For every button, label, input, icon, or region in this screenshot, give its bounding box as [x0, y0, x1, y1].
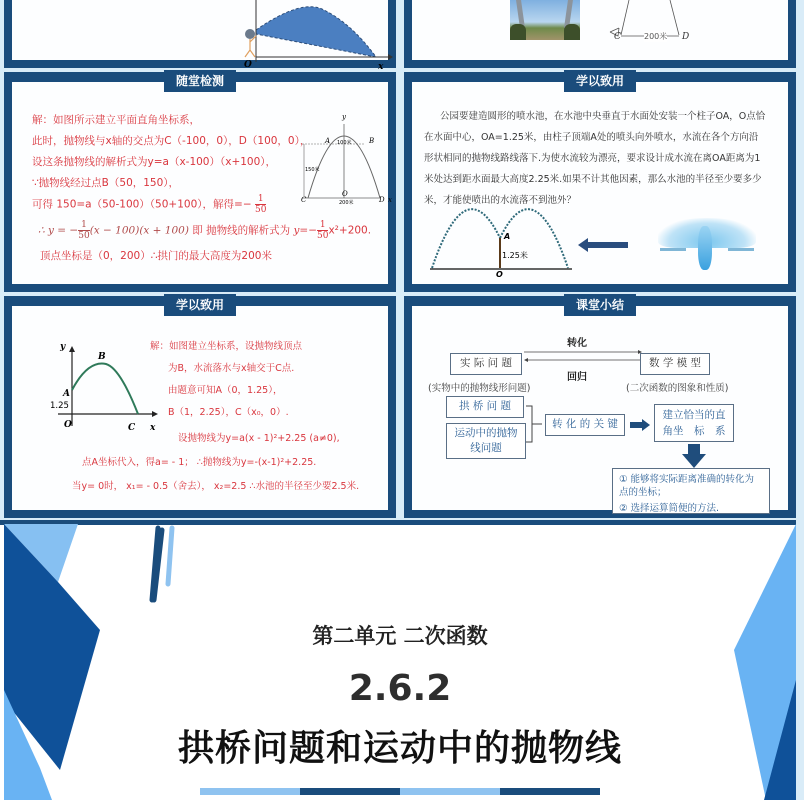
cover-section-number: 2.6.2	[348, 668, 452, 709]
summary-point-2: ② 选择运算简便的方法.	[619, 503, 720, 514]
diagram-x-label: x	[388, 196, 392, 204]
arrow-left-icon	[578, 238, 628, 252]
solution-line-1: 解：如图建立坐标系，设抛物线顶点	[150, 341, 303, 352]
quiz-equation-line	[38, 220, 371, 242]
column-height-label: 1.25米	[502, 251, 528, 260]
axis-x-label: x	[378, 62, 384, 72]
problem-line-1: 公园要建造圆形的喷水池，在水池中央垂直于水面处安装一个柱子OA，O点恰	[440, 111, 766, 122]
math-model-box: 数 学 模 型	[640, 353, 710, 375]
problem-line-5: 米，才能使喷出的水流落不到池外？	[424, 195, 577, 206]
motion-problem-box: 运动中的抛物线问题	[446, 423, 526, 459]
diagram-d-label: D	[379, 196, 385, 204]
slide-apply-problem	[404, 72, 796, 292]
equation2-prefix: y=−	[293, 224, 318, 237]
diagram-c-label: C	[301, 196, 307, 204]
problem-line-2: 在水面中心，OA=1.25米，由柱子顶端A处的喷头向外喷水，水流在各个方向沿	[424, 132, 759, 143]
math-model-note: (二次函数的图象和性质)	[626, 383, 729, 394]
summary-point-1: ① 能够将实际距离准确的转化为点的坐标；	[619, 474, 755, 498]
graph-b-label: B	[98, 352, 106, 362]
graph-a-value: 1.25	[50, 401, 69, 411]
cover-unit-title: 第二单元 二次函数	[312, 624, 488, 648]
solution-line-6: 点A坐标代入，得a= - 1； ∴抛物线为y=-(x-1)²+2.25.	[82, 457, 317, 468]
diagram-b-label: B	[369, 137, 375, 145]
fraction-num: 1	[255, 194, 266, 205]
slide-top-left-panel	[12, 0, 388, 72]
slide-summary-panel	[412, 306, 788, 514]
slide-apply-solution	[4, 296, 396, 518]
graph-y-label: y	[60, 342, 66, 352]
quiz-line-4: ∵抛物线经过点B（50，150），	[32, 177, 180, 189]
graph-c-label: C	[128, 423, 136, 433]
slide-top-left	[4, 0, 396, 72]
key-box: 转 化 的 关 键	[545, 414, 625, 436]
equation-fraction-num: 1	[78, 220, 89, 231]
equation2-fraction-num: 1	[317, 220, 328, 231]
slide-top-right-panel	[412, 0, 788, 60]
slide-title-summary: 课堂小结	[564, 294, 636, 316]
point-a-label: A	[504, 232, 511, 241]
diagram-height: 150米	[305, 167, 320, 173]
diagram-o-label: O	[342, 190, 348, 198]
equation2-suffix: x²+200.	[328, 224, 372, 237]
cover-main-title: 拱桥问题和运动中的抛物线	[177, 728, 622, 769]
cover-slide	[0, 520, 800, 800]
slide-top-right	[404, 0, 796, 68]
cover-top-border	[0, 520, 800, 525]
fountain-image	[652, 212, 762, 274]
coordinate-box: 建立恰当的直角坐 标 系	[654, 404, 734, 442]
neg-sign: =−	[234, 198, 252, 211]
origin-label: O	[496, 270, 503, 279]
graph-x-label: x	[150, 423, 156, 433]
equation-suffix: (x − 100)(x + 100)	[89, 224, 189, 237]
point-c-label: C	[614, 32, 621, 42]
arrow-right-icon	[630, 419, 650, 431]
problem-line-4: 米处达到距水面最大高度2.25米.如果不计其他因素，那么水池的半径至少要多少	[424, 174, 762, 185]
diagram-bottom-width: 200米	[339, 200, 354, 206]
graph-o-label: O	[64, 420, 72, 430]
equation2-fraction-den: 50	[317, 231, 329, 241]
solution-line-7: 当y= 0时， x₁= - 0.5（舍去）， x₂=2.5 ∴水池的半径至少要2.5米.	[72, 481, 360, 492]
slide-apply-problem-panel	[412, 82, 788, 284]
quiz-line-3: 设这条抛物线的解析式为y=a（x-100）（x+100），	[32, 156, 277, 168]
equation-fraction-den: 50	[78, 231, 90, 241]
bracket-connector	[526, 406, 546, 446]
solution-line-5: 设抛物线为y=a(x - 1)²+2.25 (a≠0),	[178, 433, 340, 444]
equation-prefix: ∴ y = −	[38, 224, 79, 237]
problem-line-3: 形状相同的抛物线路线落下.为使水流较为漂亮，要求设计成水流在离OA距离为1	[424, 153, 761, 164]
equation-fraction	[78, 220, 89, 241]
diagram-a-label: A	[325, 137, 331, 145]
slide-title-apply-problem: 学以致用	[564, 70, 636, 92]
equation2-fraction	[317, 220, 328, 241]
projectile-diagram	[12, 0, 404, 78]
transform-label: 转化	[567, 338, 587, 349]
distance-label: 200米	[644, 32, 668, 41]
axis-origin-label: O	[244, 60, 252, 70]
slide-title-quiz: 随堂检测	[164, 70, 236, 92]
fraction	[255, 194, 266, 215]
arch-problem-box: 拱 桥 问 题	[446, 396, 524, 418]
real-problem-box: 实 际 问 题	[450, 353, 522, 375]
solution-line-2: 为B，水流落水与x轴交于C点.	[168, 363, 295, 374]
point-d-label: D	[682, 32, 690, 42]
decorative-strokes	[148, 524, 188, 614]
fraction-den: 50	[254, 205, 267, 215]
quiz-line-5	[32, 194, 266, 216]
slide-quiz	[4, 72, 396, 292]
slide-apply-solution-panel	[12, 306, 388, 510]
solution-line-4: B（1，2.25），C（x₀，0）.	[168, 407, 289, 418]
quiz-line-6: 即 抛物线的解析式为	[192, 224, 291, 237]
real-problem-note: (实物中的抛物线形问题)	[428, 383, 531, 394]
cover-bottom-bar	[200, 788, 600, 795]
graph-a-label: A	[63, 389, 70, 399]
summary-points-box	[612, 468, 770, 514]
transform-arrows	[524, 348, 644, 368]
arrow-down-icon	[682, 444, 706, 468]
quiz-line-2: 此时，抛物线与x轴的交点为C（-100，0），D（100，0），	[32, 135, 311, 147]
return-label: 回归	[567, 372, 587, 383]
slide-title-apply-solution: 学以致用	[164, 294, 236, 316]
arch-diagram	[412, 0, 804, 78]
quiz-line-5-text: 可得 150=a（50-100）（50+100），解得	[32, 198, 235, 211]
diagram-y-label: y	[342, 113, 346, 121]
slide-summary	[404, 296, 796, 518]
diagram-top-width: 100米	[337, 140, 352, 146]
slide-quiz-panel	[12, 82, 392, 284]
quiz-line-7: 顶点坐标是（0，200）∴拱门的最大高度为200米	[40, 250, 272, 262]
quiz-line-1: 解：如图所示建立平面直角坐标系，	[32, 114, 200, 126]
solution-line-3: 由题意可知A（0，1.25），	[168, 385, 283, 396]
